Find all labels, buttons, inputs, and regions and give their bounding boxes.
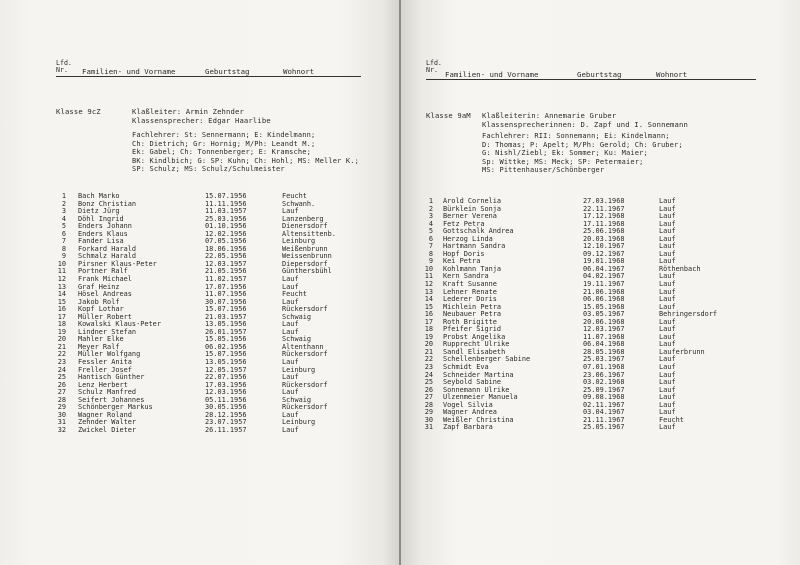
- birth-date: 03.05.1967: [583, 310, 625, 319]
- row-number: 16: [424, 310, 433, 319]
- birth-date: 20.03.1968: [583, 234, 625, 243]
- birth-date: 09.08.1968: [583, 393, 625, 402]
- birth-date: 04.02.1967: [583, 272, 625, 281]
- student-name: Wagner Andrea: [443, 408, 497, 417]
- staff-line: SP: Schulz; MS: Schulz/Schulmeister: [132, 165, 285, 174]
- student-name: Zehnder Walter: [78, 418, 137, 427]
- row-number: 24: [57, 365, 66, 374]
- student-name: Graf Heinz: [78, 282, 120, 291]
- residence: Leinburg: [282, 365, 316, 374]
- student-name: Hantisch Günther: [78, 373, 145, 382]
- student-name: Freller Josef: [78, 365, 132, 374]
- birth-date: 11.07.1956: [205, 290, 247, 299]
- row-number: 15: [424, 302, 433, 311]
- birth-date: 18.06.1956: [205, 244, 247, 253]
- student-name: Bach Marko: [78, 192, 120, 200]
- student-name: Kopf Lothar: [78, 305, 124, 314]
- residence: Lauferbrunn: [659, 347, 705, 356]
- row-number: 4: [428, 219, 433, 228]
- birth-date: 26.01.1957: [205, 327, 247, 336]
- birth-date: 22.05.1956: [205, 252, 247, 261]
- row-number: 20: [424, 340, 433, 349]
- row-number: 21: [57, 342, 66, 351]
- birth-date: 13.05.1956: [205, 358, 247, 367]
- row-number: 18: [424, 325, 433, 334]
- student-name: Dietz Jürg: [78, 207, 120, 216]
- residence: Lauf: [659, 212, 676, 221]
- student-name: Gottschalk Andrea: [443, 227, 514, 236]
- table-row: [56, 427, 376, 435]
- residence: Lauf: [282, 282, 299, 291]
- residence: Lauf: [659, 385, 676, 394]
- student-name: Neubauer Petra: [443, 310, 502, 319]
- birth-date: 12.03.1957: [205, 259, 247, 268]
- birth-date: 06.06.1968: [583, 295, 625, 304]
- student-name: Schellenberger Sabine: [443, 355, 531, 364]
- row-number: 11: [57, 267, 66, 276]
- student-name: Pirsner Klaus-Peter: [78, 259, 157, 268]
- birth-date: 20.06.1968: [583, 317, 625, 326]
- residence: Lauf: [659, 234, 676, 243]
- student-name: Hopf Doris: [443, 249, 485, 258]
- residence: Lauf: [659, 378, 676, 387]
- row-number: 30: [424, 415, 433, 424]
- birth-date: 15.07.1956: [205, 350, 247, 359]
- residence: Lauf: [659, 408, 676, 417]
- birth-date: 27.03.1968: [583, 197, 625, 205]
- row-number: 6: [61, 229, 66, 238]
- nr-header: Lfd. Nr.: [56, 59, 72, 74]
- birth-date: 17.11.1968: [583, 219, 625, 228]
- student-name: Ulzenmeier Manuela: [443, 393, 518, 402]
- residence: Lauf: [659, 257, 676, 266]
- residence: Schwaig: [282, 335, 312, 344]
- birth-date: 21.11.1967: [583, 415, 625, 424]
- residence: Lauf: [659, 219, 676, 228]
- staff-line: Fachlehrer: St: Sennermann; E: Kindelmann;: [132, 131, 316, 139]
- row-number: 23: [424, 363, 433, 372]
- student-name: Herzog Linda: [443, 234, 493, 243]
- residence: Lauf: [659, 272, 676, 281]
- birth-date: 28.05.1968: [583, 347, 625, 356]
- birth-date: 21.03.1957: [205, 312, 247, 321]
- class-label: Klasse 9cZ: [56, 107, 101, 116]
- row-number: 29: [57, 403, 66, 412]
- residence: Lauf: [282, 373, 299, 382]
- student-name: Weißler Christina: [443, 415, 514, 424]
- student-name: Lederer Doris: [443, 295, 497, 304]
- birth-date: 09.12.1967: [583, 249, 625, 258]
- row-number: 17: [424, 317, 433, 326]
- birth-date: 23.07.1957: [205, 418, 247, 427]
- residence: Lauf: [282, 388, 299, 397]
- nr-header: Lfd. Nr.: [426, 59, 442, 74]
- residence: Feucht: [659, 415, 684, 424]
- row-number: 19: [57, 327, 66, 336]
- right-student-list: [419, 198, 769, 432]
- residence: Günthersbühl: [282, 267, 332, 276]
- row-number: 26: [424, 385, 433, 394]
- residence: Leinburg: [282, 418, 316, 427]
- birth-date: 19.11.1967: [583, 280, 625, 289]
- birth-date: 11.07.1968: [583, 332, 625, 341]
- row-number: 1: [428, 197, 433, 205]
- student-name: Mahler Elke: [78, 335, 124, 344]
- student-name: Jakob Rolf: [78, 297, 120, 306]
- residence: Lauf: [659, 325, 676, 334]
- residence: Lauf: [659, 197, 676, 205]
- birth-date: 03.04.1967: [583, 408, 625, 417]
- student-name: Bonz Christian: [78, 199, 137, 208]
- header-rule: [56, 76, 361, 77]
- row-number: 28: [424, 400, 433, 409]
- residence: Lauf: [659, 332, 676, 341]
- residence: Lauf: [659, 363, 676, 372]
- residence: Lauf: [659, 340, 676, 349]
- residence: Rückersdorf: [282, 305, 328, 314]
- right-page: [401, 0, 800, 565]
- student-name: Berner Verena: [443, 212, 497, 221]
- residence: Lauf: [659, 317, 676, 326]
- birth-date: 02.11.1967: [583, 400, 625, 409]
- birth-date: 03.02.1968: [583, 378, 625, 387]
- row-number: 18: [57, 320, 66, 329]
- row-number: 6: [428, 234, 433, 243]
- row-number: 8: [61, 244, 66, 253]
- birth-date: 12.03.1967: [583, 325, 625, 334]
- row-number: 1: [61, 192, 66, 200]
- student-name: Schmidt Eva: [443, 363, 489, 372]
- student-name: Hartmann Sandra: [443, 242, 506, 251]
- row-number: 12: [57, 275, 66, 284]
- row-number: 24: [424, 370, 433, 379]
- residence: Behringersdorf: [659, 310, 718, 319]
- class-speaker: Klassensprecher: Edgar Haarlibe: [132, 116, 271, 125]
- residence: Dienersdorf: [282, 222, 328, 231]
- residence: Lauf: [282, 425, 299, 434]
- student-name: Müller Wolfgang: [78, 350, 141, 359]
- row-number: 25: [424, 378, 433, 387]
- residence: Weißenbrunn: [282, 244, 328, 253]
- residence: Schwanh.: [282, 199, 316, 208]
- residence: Lauf: [282, 297, 299, 306]
- student-name: Arold Cornelia: [443, 197, 502, 205]
- birth-date: 01.10.1956: [205, 222, 247, 231]
- row-number: 11: [424, 272, 433, 281]
- birth-date: 30.07.1956: [205, 297, 247, 306]
- student-name: Kei Petra: [443, 257, 481, 266]
- student-name: Fessler Anita: [78, 358, 132, 367]
- row-number: 7: [61, 237, 66, 246]
- birth-date: 25.05.1967: [583, 423, 625, 432]
- place-header: Wohnort: [656, 70, 688, 79]
- row-number: 14: [424, 295, 433, 304]
- student-name: Sonnemann Ulrike: [443, 385, 510, 394]
- row-number: 29: [424, 408, 433, 417]
- row-number: 16: [57, 305, 66, 314]
- birth-date: 12.03.1956: [205, 388, 247, 397]
- student-name: Forkard Harald: [78, 244, 137, 253]
- residence: Lauf: [659, 204, 676, 213]
- residence: Lauf: [659, 242, 676, 251]
- student-name: Döhl Ingrid: [78, 214, 124, 223]
- residence: Lauf: [659, 295, 676, 304]
- row-number: 17: [57, 312, 66, 321]
- staff-line: Ek: Gabel; Ch: Tonnenberger; E: Kramsche;: [132, 148, 311, 157]
- birth-date: 30.05.1956: [205, 403, 247, 412]
- staff-line: Ch: Dietrich; Gr: Hornig; M/Ph: Leandt M.;: [132, 139, 316, 148]
- row-number: 8: [428, 249, 433, 258]
- student-name: Roth Brigitte: [443, 317, 497, 326]
- row-number: 23: [57, 358, 66, 367]
- birth-date: 17.12.1968: [583, 212, 625, 221]
- student-name: Lehner Renate: [443, 287, 497, 296]
- birth-date: 11.02.1957: [205, 275, 247, 284]
- birth-date: 11.11.1956: [205, 199, 247, 208]
- residence: Lauf: [282, 320, 299, 329]
- row-number: 28: [57, 395, 66, 404]
- residence: Schwaig: [282, 395, 312, 404]
- student-name: Seybold Sabine: [443, 378, 502, 387]
- student-name: Sandl Elisabeth: [443, 347, 506, 356]
- left-student-list: [56, 193, 376, 435]
- birth-date: 15.07.1956: [205, 305, 247, 314]
- row-number: 25: [57, 373, 66, 382]
- birth-date: 21.06.1968: [583, 287, 625, 296]
- residence: Altensittenb.: [282, 229, 336, 238]
- residence: Weissenbrunn: [282, 252, 332, 261]
- birth-date: 23.06.1967: [583, 370, 625, 379]
- row-number: 9: [61, 252, 66, 261]
- name-header: Familien- und Vorname: [82, 67, 176, 76]
- birth-date: 11.03.1957: [205, 207, 247, 216]
- residence: Altenthann: [282, 342, 324, 351]
- subject-teachers: [132, 131, 359, 174]
- row-number: 10: [57, 259, 66, 268]
- student-name: Kraft Susanne: [443, 280, 497, 289]
- birth-date: 25.03.1967: [583, 355, 625, 364]
- residence: Lauf: [282, 327, 299, 336]
- row-number: 5: [61, 222, 66, 231]
- birth-date: 26.11.1957: [205, 425, 247, 434]
- birth-date: 22.07.1956: [205, 373, 247, 382]
- row-number: 31: [57, 418, 66, 427]
- class-teacher: Klaßleiterin: Annemarie Gruber: [482, 111, 617, 120]
- residence: Röthenbach: [659, 264, 701, 273]
- student-name: Seifert Johannes: [78, 395, 145, 404]
- place-header: Wohnort: [283, 67, 315, 76]
- student-name: Fetz Petra: [443, 219, 485, 228]
- row-number: 30: [57, 410, 66, 419]
- row-number: 9: [428, 257, 433, 266]
- row-number: 19: [424, 332, 433, 341]
- residence: Feucht: [282, 290, 307, 299]
- student-name: Meyer Ralf: [78, 342, 120, 351]
- residence: Lauf: [282, 358, 299, 367]
- student-name: Lenz Herbert: [78, 380, 128, 389]
- student-name: Schmalz Harald: [78, 252, 137, 261]
- student-name: Zapf Barbara: [443, 423, 493, 432]
- birth-date: 12.02.1956: [205, 229, 247, 238]
- date-header: Geburtstag: [205, 67, 250, 76]
- birth-date: 06.04.1968: [583, 340, 625, 349]
- student-name: Schulz Manfred: [78, 388, 137, 397]
- birth-date: 05.11.1956: [205, 395, 247, 404]
- row-number: 2: [428, 204, 433, 213]
- row-number: 26: [57, 380, 66, 389]
- student-name: Wagner Roland: [78, 410, 132, 419]
- student-name: Probst Angelika: [443, 332, 506, 341]
- residence: Lauf: [659, 302, 676, 311]
- staff-line: D: Thomas; P: Apelt; M/Ph: Gerold; Ch: Gruber;: [482, 140, 683, 149]
- row-number: 14: [57, 290, 66, 299]
- residence: Lauf: [282, 207, 299, 216]
- row-number: 7: [428, 242, 433, 251]
- residence: Leinburg: [282, 237, 316, 246]
- staff-line: BK: Kindlbich; G: SP: Kuhn; Ch: Hohl; MS: Meller K.;: [132, 156, 359, 165]
- residence: Lauf: [659, 280, 676, 289]
- student-name: Schneider Martina: [443, 370, 514, 379]
- row-number: 4: [61, 214, 66, 223]
- student-name: Hösel Andreas: [78, 290, 132, 299]
- student-name: Kowalski Klaus-Peter: [78, 320, 161, 329]
- class-speaker: Klassensprecherinnen: D. Zapf und I. Sonnemann: [482, 120, 688, 129]
- row-number: 2: [61, 199, 66, 208]
- name-header: Familien- und Vorname: [445, 70, 539, 79]
- row-number: 13: [424, 287, 433, 296]
- birth-date: 25.06.1968: [583, 227, 625, 236]
- birth-date: 21.05.1956: [205, 267, 247, 276]
- residence: Lauf: [282, 410, 299, 419]
- row-number: 22: [424, 355, 433, 364]
- class-teacher: Klaßleiter: Armin Zehnder: [132, 107, 244, 116]
- birth-date: 25.03.1956: [205, 214, 247, 223]
- row-number: 20: [57, 335, 66, 344]
- row-number: 27: [57, 388, 66, 397]
- staff-line: MS: Pittenhauser/Schönberger: [482, 166, 605, 175]
- birth-date: 15.05.1968: [583, 302, 625, 311]
- row-number: 15: [57, 297, 66, 306]
- row-number: 31: [424, 423, 433, 432]
- left-page: [0, 0, 399, 565]
- student-name: Schönberger Markus: [78, 403, 153, 412]
- student-name: Pfeifer Sigrid: [443, 325, 502, 334]
- residence: Schwaig: [282, 312, 312, 321]
- residence: Lauf: [659, 287, 676, 296]
- birth-date: 07.05.1956: [205, 237, 247, 246]
- birth-date: 15.05.1956: [205, 335, 247, 344]
- birth-date: 07.01.1968: [583, 363, 625, 372]
- student-name: Lindner Stefan: [78, 327, 137, 336]
- row-number: 5: [428, 227, 433, 236]
- table-row: [419, 424, 769, 432]
- birth-date: 25.09.1967: [583, 385, 625, 394]
- row-number: 13: [57, 282, 66, 291]
- row-number: 22: [57, 350, 66, 359]
- staff-line: Fachlehrer: RII: Sonnemann; Ei: Kindelmann;: [482, 132, 670, 140]
- student-name: Bürklein Sonja: [443, 204, 502, 213]
- residence: Lauf: [659, 400, 676, 409]
- birth-date: 12.05.1957: [205, 365, 247, 374]
- birth-date: 12.10.1967: [583, 242, 625, 251]
- header-rule: [426, 79, 756, 80]
- residence: Lauf: [659, 370, 676, 379]
- student-name: Enders Klaus: [78, 229, 128, 238]
- birth-date: 06.02.1956: [205, 342, 247, 351]
- student-name: Zwickel Dieter: [78, 425, 137, 434]
- subject-teachers: [482, 132, 683, 175]
- staff-line: G: Nishl/Ziebl; Ek: Sommer; Ku: Maier;: [482, 149, 648, 158]
- row-number: 27: [424, 393, 433, 402]
- student-name: Müller Robert: [78, 312, 132, 321]
- residence: Lauf: [659, 227, 676, 236]
- row-number: 12: [424, 280, 433, 289]
- staff-line: Sp: Wittke; MS: Meck; SP: Petermaier;: [482, 157, 644, 166]
- birth-date: 19.01.1968: [583, 257, 625, 266]
- student-name: Vogel Silvia: [443, 400, 493, 409]
- student-name: Portner Ralf: [78, 267, 128, 276]
- student-name: Rupprecht Ulrike: [443, 340, 510, 349]
- residence: Diepersdorf: [282, 259, 328, 268]
- residence: Lanzenberg: [282, 214, 324, 223]
- student-name: Fander Lisa: [78, 237, 124, 246]
- residence: Rückersdorf: [282, 380, 328, 389]
- date-header: Geburtstag: [577, 70, 622, 79]
- student-name: Enders Johann: [78, 222, 132, 231]
- residence: Rückersdorf: [282, 403, 328, 412]
- student-name: Michlein Petra: [443, 302, 502, 311]
- residence: Rückersdorf: [282, 350, 328, 359]
- residence: Lauf: [659, 249, 676, 258]
- birth-date: 06.04.1967: [583, 264, 625, 273]
- birth-date: 13.05.1956: [205, 320, 247, 329]
- row-number: 21: [424, 347, 433, 356]
- residence: Lauf: [659, 393, 676, 402]
- residence: Lauf: [282, 275, 299, 284]
- row-number: 3: [428, 212, 433, 221]
- residence: Lauf: [659, 355, 676, 364]
- student-name: Frank Michael: [78, 275, 132, 284]
- row-number: 3: [61, 207, 66, 216]
- birth-date: 28.12.1956: [205, 410, 247, 419]
- residence: Lauf: [659, 423, 676, 432]
- birth-date: 22.11.1967: [583, 204, 625, 213]
- student-name: Kohlmann Tanja: [443, 264, 502, 273]
- class-label: Klasse 9aM: [426, 111, 471, 120]
- row-number: 32: [57, 425, 66, 434]
- birth-date: 15.07.1956: [205, 192, 247, 200]
- birth-date: 17.07.1956: [205, 282, 247, 291]
- residence: Feucht: [282, 192, 307, 200]
- row-number: 10: [424, 264, 433, 273]
- birth-date: 17.03.1956: [205, 380, 247, 389]
- student-name: Kern Sandra: [443, 272, 489, 281]
